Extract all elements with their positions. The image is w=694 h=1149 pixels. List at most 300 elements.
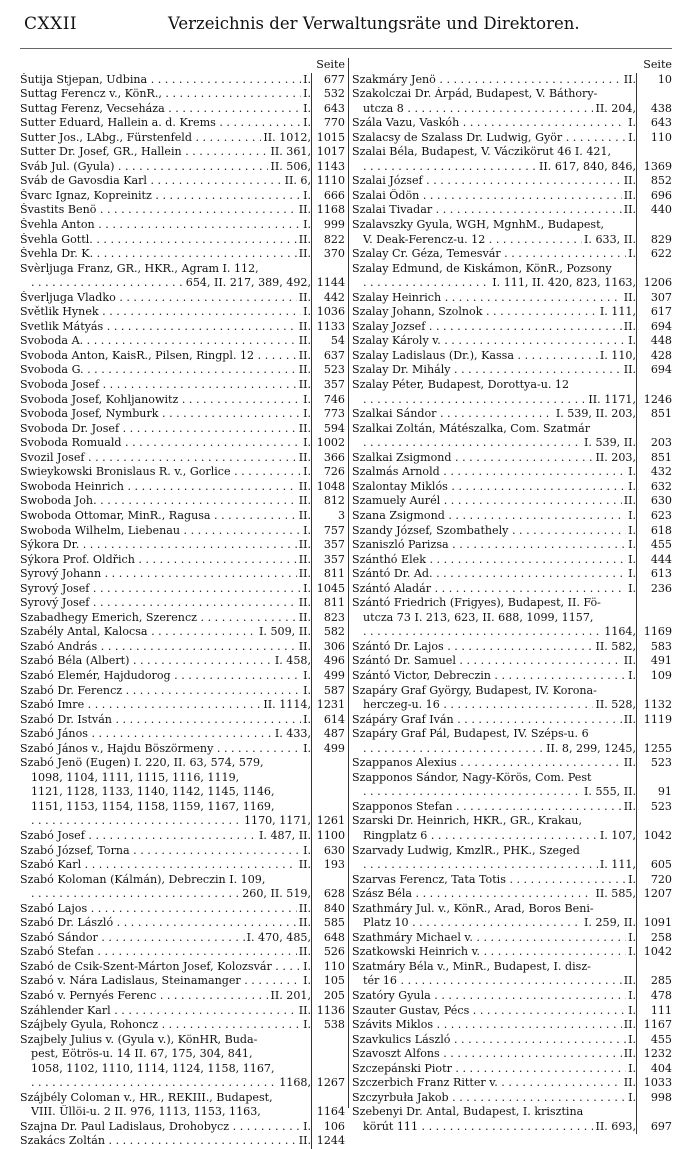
entry-text: Szczyrbuła Jakob . . . [352, 1091, 626, 1106]
entry-page: 726 [311, 465, 347, 480]
index-entry [20, 393, 347, 408]
entry-reference: I. [628, 930, 636, 944]
entry-line [20, 582, 347, 597]
entry-page: 1244 [311, 1134, 347, 1149]
entry-text: Szapponos Stefan . . . [352, 800, 622, 815]
entry-reference: I. 509, II. [259, 625, 311, 639]
entry-reference: I. [628, 1032, 636, 1046]
entry-text: Syrový Johann . . . [20, 567, 297, 582]
entry-reference: II. [298, 334, 311, 348]
entry-reference: II. [623, 799, 636, 813]
entry-line [352, 247, 674, 262]
entry-text: Száhlender Karl . . . [20, 1004, 297, 1019]
entry-page: 583 [636, 640, 674, 655]
entry-line [352, 771, 674, 786]
entry-line [352, 87, 674, 102]
entry-reference: II. [298, 596, 311, 610]
entry-text: Szabó Imre . . . [20, 698, 261, 713]
entry-page: 106 [311, 1120, 347, 1135]
entry-text: Szalay Péter, Budapest, Dorottya-u. 12 [352, 378, 570, 392]
entry-line [20, 654, 347, 669]
entry-reference: II. [623, 654, 636, 668]
entry-text: Szalkai Sándor . . . [352, 407, 554, 422]
entry-text: 1121, 1128, 1133, 1140, 1142, 1145, 1146, [31, 785, 275, 799]
entry-line [352, 582, 674, 597]
entry-line [20, 87, 347, 102]
entry-page: 605 [636, 858, 674, 873]
entry-reference: 1170, 1171, [243, 814, 311, 828]
entry-reference: II. [298, 639, 311, 653]
entry-text: Svoboda Dr. Josef . . . [20, 422, 297, 437]
entry-text: Szabó Dr. Ferencz . . . [20, 684, 301, 699]
index-entry [352, 116, 674, 131]
entry-reference: I. [628, 1003, 636, 1017]
index-entry [352, 305, 674, 320]
index-entry [20, 698, 347, 713]
entry-text: Szála Vazu, Vaskóh . . . [352, 116, 626, 131]
entry-reference: II. [298, 610, 311, 624]
entry-page: 366 [311, 451, 347, 466]
entry-reference: I. [628, 247, 636, 261]
entry-page: 1042 [636, 829, 674, 844]
entry-text: Švehla Dr. K. . . . [20, 247, 297, 262]
entry-text [31, 887, 240, 902]
entry-text: Szappanos Alexius . . . [352, 756, 622, 771]
entry-reference: 260, II. 519, [242, 887, 311, 901]
index-entry [352, 291, 674, 306]
entry-page [636, 262, 674, 277]
entry-reference: II. 204, [595, 101, 636, 115]
entry-reference: I. [303, 581, 311, 595]
index-entry [352, 189, 674, 204]
entry-reference: I. [628, 538, 636, 552]
entry-reference: I. [628, 334, 636, 348]
entry-text: Szabó János v., Hajdu Böszörmeny . . . [20, 742, 301, 757]
entry-text: Szántó Dr. Lajos . . . [352, 640, 593, 655]
entry-page [311, 800, 347, 815]
entry-line [20, 858, 347, 873]
entry-page: 91 [636, 785, 674, 800]
entry-reference: I. 487, II. [259, 828, 311, 842]
entry-text: Szalay Dr. Mihály . . . [352, 363, 622, 378]
entry-line [352, 596, 674, 611]
entry-page: 757 [311, 524, 347, 539]
index-entry [20, 189, 347, 204]
entry-reference: I. 470, 485, [246, 930, 311, 944]
entry-reference: II. [623, 1076, 636, 1090]
entry-line [352, 538, 674, 553]
entry-text [363, 276, 490, 291]
entry-reference: II. [623, 363, 636, 377]
entry-text: Szatmáry Béla v., MinR., Budapest, I. disz- [352, 959, 591, 973]
entry-page [636, 596, 674, 611]
index-entry [352, 524, 674, 539]
entry-text: Szántó Dr. Ad. . . . [352, 567, 626, 582]
entry-text: Szapponos Sándor, Nagy-Körös, Com. Pest [352, 770, 592, 784]
column-divider [348, 58, 349, 1108]
entry-page: 523 [636, 800, 674, 815]
index-entry [352, 567, 674, 582]
entry-text: Svoboda G. . . . [20, 363, 297, 378]
index-entry [352, 320, 674, 335]
entry-page [636, 727, 674, 742]
entry-text: Sýkora Prof. Oldřich . . . [20, 553, 297, 568]
entry-reference: I. 111, II. 420, 823, 1163, [492, 276, 636, 290]
entry-page [311, 1062, 347, 1077]
entry-text: Svoboda Romuald . . . [20, 436, 301, 451]
index-entry [20, 625, 347, 640]
entry-line [352, 945, 674, 960]
entry-line [352, 1004, 674, 1019]
index-entry [352, 145, 674, 174]
index-entry [20, 233, 347, 248]
index-entry [20, 931, 347, 946]
entry-reference: II. [298, 319, 311, 333]
entry-reference: I. [628, 130, 636, 144]
entry-reference: II. [298, 479, 311, 493]
entry-page: 404 [636, 1062, 674, 1077]
entry-text: Szabó Dr. István . . . [20, 713, 301, 728]
entry-text: Szalai József . . . [352, 174, 622, 189]
entry-reference: 1164, [604, 625, 636, 639]
entry-page: 1168 [311, 203, 347, 218]
entry-page: 622 [636, 247, 674, 262]
index-entry [20, 291, 347, 306]
entry-page [311, 771, 347, 786]
entry-text: Szalacsy de Szalass Dr. Ludwig, Györ . . . [352, 131, 626, 146]
index-entry [352, 771, 674, 800]
entry-text: herczeg-u. 16 . . . [363, 698, 593, 713]
entry-text: Szalai Tivadar . . . [352, 203, 622, 218]
entry-text: Szász Béla . . . [352, 887, 593, 902]
entry-page: 1261 [311, 814, 347, 829]
entry-reference: I. [303, 305, 311, 319]
entry-text [363, 625, 602, 640]
index-entry [20, 436, 347, 451]
entry-line [352, 931, 674, 946]
entry-reference: I. [628, 116, 636, 130]
index-entry [20, 102, 347, 117]
entry-line [20, 611, 347, 626]
entry-page: 746 [311, 393, 347, 408]
entry-text: Svetlik Mátyás . . . [20, 320, 297, 335]
entry-line [20, 538, 347, 553]
entry-page: 617 [636, 305, 674, 320]
entry-reference: II. 1012, [263, 130, 311, 144]
entry-page: 697 [636, 1120, 674, 1135]
entry-line [352, 727, 674, 742]
entry-page: 538 [311, 1018, 347, 1033]
entry-page: 1246 [636, 393, 674, 408]
entry-text: Szatkowski Heinrich v. . . . [352, 945, 626, 960]
entry-line [352, 436, 674, 451]
entry-line [352, 145, 674, 160]
entry-reference: II. [298, 378, 311, 392]
entry-text: Szalkai Zsigmond . . . [352, 451, 593, 466]
entry-page: 998 [636, 1091, 674, 1106]
entry-page: 499 [311, 669, 347, 684]
entry-line [352, 422, 674, 437]
entry-page [311, 1033, 347, 1048]
entry-text: Szalay Ladislaus (Dr.), Kassa . . . [352, 349, 598, 364]
entry-line [352, 509, 674, 524]
entry-line [352, 480, 674, 495]
index-entry [20, 247, 347, 262]
entry-page: 105 [311, 974, 347, 989]
entry-line [20, 102, 347, 117]
entry-line [20, 1091, 347, 1106]
entry-text: Szabó de Csik-Szent-Márton Josef, Kolozsvár . . . [20, 960, 301, 975]
entry-reference: I. [303, 188, 311, 202]
entry-page: 648 [311, 931, 347, 946]
entry-text: Szántó Dr. Samuel . . . [352, 654, 622, 669]
entry-page: 1267 [311, 1076, 347, 1091]
entry-page [636, 145, 674, 160]
entry-text: Szabó Elemér, Hajdudorog . . . [20, 669, 301, 684]
entry-reference: II. [623, 1047, 636, 1061]
entry-page: 770 [311, 116, 347, 131]
entry-page: 1100 [311, 829, 347, 844]
entry-line [20, 989, 347, 1004]
entry-page: 3 [311, 509, 347, 524]
index-entry [20, 131, 347, 146]
index-entry [20, 320, 347, 335]
entry-line [20, 902, 347, 917]
entry-page: 999 [311, 218, 347, 233]
entry-reference: I. 111, [599, 305, 636, 319]
entry-line [352, 829, 674, 844]
entry-reference: II. [623, 174, 636, 188]
entry-page: 643 [311, 102, 347, 117]
entry-text: Szakmáry Jenö . . . [352, 73, 622, 88]
entry-text [363, 858, 598, 873]
index-entry [20, 596, 347, 611]
entry-text: utcza 8 . . . [363, 102, 593, 117]
entry-page [311, 756, 347, 771]
index-entry [352, 378, 674, 407]
entry-page: 694 [636, 363, 674, 378]
entry-line [352, 611, 674, 626]
entry-page: 307 [636, 291, 674, 306]
entry-reference: II. 693, [595, 1119, 636, 1133]
index-entry [352, 713, 674, 728]
entry-text: Syrový Josef . . . [20, 582, 301, 597]
entry-reference: I. 107, [599, 828, 636, 842]
entry-line [352, 1076, 674, 1091]
entry-page [636, 378, 674, 393]
entry-page: 1206 [636, 276, 674, 291]
entry-text: Szalontay Miklós . . . [352, 480, 626, 495]
entry-line [352, 102, 674, 117]
entry-reference: I. [303, 683, 311, 697]
index-entry [352, 1033, 674, 1048]
entry-page: 532 [311, 87, 347, 102]
entry-page: 258 [636, 931, 674, 946]
entry-text: Szánthó Elek . . . [352, 553, 626, 568]
index-entry [20, 465, 347, 480]
index-entry [20, 509, 347, 524]
entry-line [20, 742, 347, 757]
entry-line [352, 698, 674, 713]
entry-page: 582 [311, 625, 347, 640]
entry-line [20, 349, 347, 364]
entry-page: 432 [636, 465, 674, 480]
entry-page [636, 814, 674, 829]
entry-text: Szatóry Gyula . . . [352, 989, 626, 1004]
entry-page: 442 [311, 291, 347, 306]
right-column [352, 58, 674, 1134]
entry-page: 829 [636, 233, 674, 248]
index-entry [352, 989, 674, 1004]
index-entry [20, 73, 347, 88]
entry-page: 773 [311, 407, 347, 422]
index-entry [352, 684, 674, 713]
entry-reference: II. [298, 552, 311, 566]
index-entry [20, 87, 347, 102]
entry-line [20, 1134, 347, 1149]
entry-text: Szabadhegy Emerich, Szerencz . . . [20, 611, 297, 626]
entry-line [20, 378, 347, 393]
entry-text: Suttag Ferencz v., KönR., . . . [20, 87, 301, 102]
entry-page: 523 [311, 363, 347, 378]
entry-text: Szalavszky Gyula, WGH, MgnhM., Budapest, [352, 218, 605, 232]
entry-text: Swoboda Ottomar, MinR., Ragusa . . . [20, 509, 297, 524]
entry-reference: I. [303, 87, 311, 101]
index-entry [20, 727, 347, 742]
entry-line [20, 1047, 347, 1062]
entry-line [20, 596, 347, 611]
index-entry [20, 407, 347, 422]
entry-line [20, 1076, 347, 1091]
entry-text: Szántó Victor, Debreczin . . . [352, 669, 626, 684]
index-entry [20, 1120, 347, 1135]
entry-line [20, 305, 347, 320]
entry-line [20, 203, 347, 218]
entry-text [363, 393, 586, 408]
entry-text: Szalai Béla, Budapest, V. Váczikörut 46 I. 421, [352, 145, 612, 159]
entry-line [352, 334, 674, 349]
entry-page: 111 [636, 1004, 674, 1019]
index-entry [20, 902, 347, 917]
entry-text: Svoboda A. . . . [20, 334, 297, 349]
index-entry [20, 451, 347, 466]
entry-reference: II. [623, 712, 636, 726]
entry-line [20, 713, 347, 728]
entry-reference: I. [303, 712, 311, 726]
entry-line [352, 625, 674, 640]
entry-text: Szakolczai Dr. Árpád, Budapest, V. Báthory- [352, 87, 598, 101]
entry-text: Sutter Eduard, Hallein a. d. Krems . . . [20, 116, 301, 131]
entry-page [311, 1047, 347, 1062]
entry-line [20, 363, 347, 378]
entry-reference: I. [628, 1061, 636, 1075]
entry-text: Szalkai Zoltán, Mátészalka, Com. Szatmár [352, 421, 591, 435]
entry-reference: I. [628, 465, 636, 479]
entry-line [352, 1091, 674, 1106]
entry-text: Szalay Cr. Géza, Temesvár . . . [352, 247, 626, 262]
index-entry [352, 1018, 674, 1033]
index-entry [20, 174, 347, 189]
entry-text: 1058, 1102, 1110, 1114, 1124, 1158, 1167, [31, 1061, 275, 1075]
entry-reference: II. [623, 494, 636, 508]
entry-line [352, 902, 674, 917]
entry-page: 496 [311, 654, 347, 669]
index-entry [20, 1091, 347, 1120]
index-entry [352, 1062, 674, 1077]
entry-text: Švehla Anton . . . [20, 218, 301, 233]
entry-text: Platz 10 . . . [363, 916, 582, 931]
entry-reference: II. [298, 450, 311, 464]
entry-line [20, 131, 347, 146]
index-entry [352, 174, 674, 189]
entry-line [20, 567, 347, 582]
entry-page: 523 [636, 756, 674, 771]
entry-page: 614 [311, 713, 347, 728]
entry-reference: I. [303, 974, 311, 988]
index-entry [352, 407, 674, 422]
entry-page: 852 [636, 174, 674, 189]
entry-line [352, 989, 674, 1004]
entry-page: 110 [636, 131, 674, 146]
entry-text: Szabó Jenö (Eugen) I. 220, II. 63, 574, 579, [20, 756, 264, 770]
entry-reference: I. 633, II. [584, 232, 636, 246]
entry-line [352, 669, 674, 684]
entry-reference: I. 539, II. [584, 436, 636, 450]
entry-line [352, 218, 674, 233]
entry-text: Szajna Dr. Paul Ladislaus, Drohobycz . . . [20, 1120, 301, 1135]
entry-text: Szarvady Ludwig, KmzlR., PHK., Szeged [352, 843, 580, 857]
entry-reference: II. [298, 508, 311, 522]
entry-text [31, 1076, 277, 1091]
entry-page: 1002 [311, 436, 347, 451]
entry-page: 236 [636, 582, 674, 597]
entry-list [352, 73, 674, 1135]
entry-line [352, 393, 674, 408]
entry-reference: I. [628, 989, 636, 1002]
entry-text: Szabó Béla (Albert) . . . [20, 654, 273, 669]
index-entry [20, 422, 347, 437]
entry-text: Svoboda Josef, Nymburk . . . [20, 407, 301, 422]
entry-page [636, 960, 674, 975]
entry-page: 1164 [311, 1105, 347, 1120]
entry-page: 438 [636, 102, 674, 117]
entry-line [20, 480, 347, 495]
entry-reference: II. 8, 299, 1245, [546, 741, 636, 755]
entry-page [636, 844, 674, 859]
entry-line [20, 829, 347, 844]
entry-line [352, 814, 674, 829]
index-entry [352, 494, 674, 509]
index-entry [20, 524, 347, 539]
entry-line [352, 1047, 674, 1062]
index-entry [352, 349, 674, 364]
index-entry [20, 873, 347, 902]
entry-reference: I. [628, 508, 636, 522]
entry-page: 1144 [311, 276, 347, 291]
entry-page [636, 771, 674, 786]
entry-page: 455 [636, 538, 674, 553]
entry-text: Swoboda Heinrich . . . [20, 480, 297, 495]
index-entry [20, 756, 347, 829]
entry-line [352, 494, 674, 509]
entry-reference: I. [303, 668, 311, 682]
index-entry [352, 480, 674, 495]
entry-page [636, 87, 674, 102]
entry-text [31, 276, 184, 291]
entry-line [20, 1018, 347, 1033]
entry-reference: II. 617, 840, 846, [539, 159, 636, 173]
entry-reference: II. [623, 1018, 636, 1032]
